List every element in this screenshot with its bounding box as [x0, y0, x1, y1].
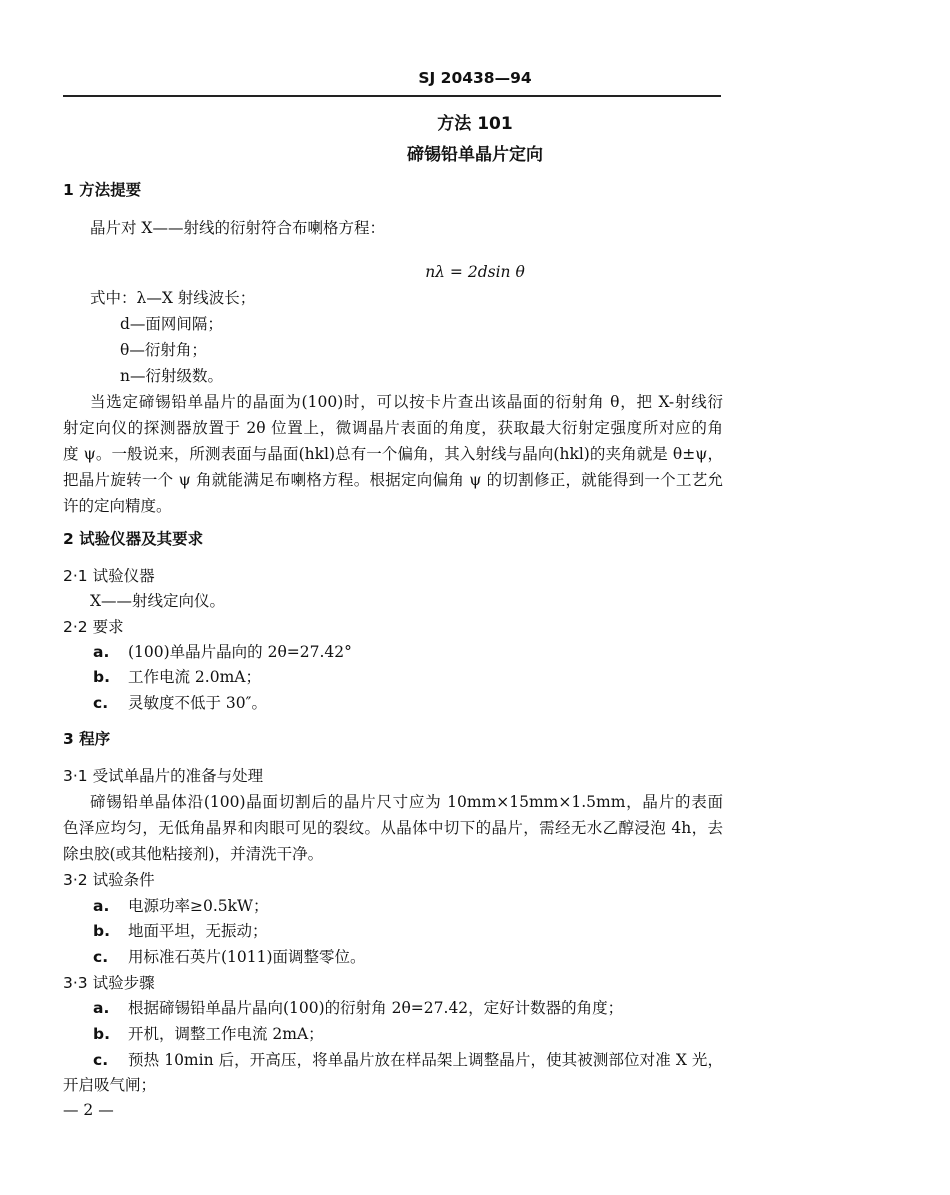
item-marker: b.: [93, 668, 110, 686]
s33-heading: 3·3 试验步骤: [63, 974, 155, 992]
item-marker: b.: [93, 922, 110, 940]
s1-def-d: d—面网间隔；: [120, 315, 223, 333]
section-2-heading: 2 试验仪器及其要求: [63, 530, 204, 548]
s1-para-line: 许的定向精度。: [63, 497, 172, 515]
item-text: 根据碲锡铅单晶片晶向(100)的衍射角 2θ=27.42，定好计数器的角度；: [128, 999, 624, 1017]
s31-heading: 3·1 受试单晶片的准备与处理: [63, 767, 264, 785]
section-3-heading: 3 程序: [63, 730, 111, 748]
s1-para-line: 把晶片旋转一个 ψ 角就能满足布喇格方程。根据定向偏角 ψ 的切割修正，就能得到一个工艺允: [63, 471, 723, 489]
s1-intro: 晶片对 X——射线的衍射符合布喇格方程：: [90, 219, 385, 237]
s21-text: X——射线定向仪。: [90, 592, 226, 610]
item-marker: a.: [93, 643, 110, 661]
item-text: 预热 10min 后，开高压，将单晶片放在样品架上调整晶片，使其被测部位对准 X 光，: [128, 1051, 723, 1069]
item-text: 灵敏度不低于 30″。: [128, 694, 267, 712]
method-number: 方法 101: [437, 114, 513, 134]
header-rule: [63, 95, 721, 97]
item-text: 开机，调整工作电流 2mA；: [128, 1025, 324, 1043]
item-text: 电源功率≥0.5kW；: [128, 897, 269, 915]
item-marker: a.: [93, 897, 110, 915]
item-continuation: 开启吸气闸；: [63, 1076, 157, 1094]
s1-def-theta: θ—衍射角；: [120, 341, 207, 359]
s1-def-n: n—衍射级数。: [120, 367, 223, 385]
s31-para-line: 色泽应均匀，无低角晶界和肉眼可见的裂纹。从晶体中切下的晶片，需经无水乙醇浸泡 4h，去: [63, 819, 723, 837]
item-marker: c.: [93, 1051, 109, 1069]
s1-where: 式中：λ—X 射线波长；: [90, 289, 256, 307]
document-title: 碲锡铅单晶片定向: [407, 145, 543, 165]
item-marker: c.: [93, 948, 109, 966]
page-number: — 2 —: [63, 1101, 114, 1119]
s31-para-line: 除虫胶(或其他粘接剂)，并清洗干净。: [63, 845, 324, 863]
s31-para-line: 碲锡铅单晶体沿(100)晶面切割后的晶片尺寸应为 10mm×15mm×1.5mm，晶片的表面: [90, 793, 723, 811]
s1-para-line: 当选定碲锡铅单晶片的晶面为(100)时，可以按卡片查出该晶面的衍射角 θ，把 X-射线衍: [90, 393, 723, 411]
item-marker: b.: [93, 1025, 110, 1043]
s1-para-line: 度 ψ。一般说来，所测表面与晶面(hkl)总有一个偏角，其入射线与晶向(hkl)的夹角就是 θ±ψ，: [63, 445, 723, 463]
s22-heading: 2·2 要求: [63, 618, 124, 636]
s32-heading: 3·2 试验条件: [63, 871, 155, 889]
item-text: 工作电流 2.0mA；: [128, 668, 261, 686]
header-code: SJ 20438—94: [418, 69, 532, 87]
bragg-formula: nλ = 2dsin θ: [425, 263, 525, 281]
item-text: (100)单晶片晶向的 2θ=27.42°: [128, 643, 352, 661]
item-text: 地面平坦，无振动；: [128, 922, 268, 940]
s21-heading: 2·1 试验仪器: [63, 567, 155, 585]
item-text: 用标准石英片(1011)面调整零位。: [128, 948, 366, 966]
s1-para-line: 射定向仪的探测器放置于 2θ 位置上，微调晶片表面的角度，获取最大衍射定强度所对应的角: [63, 419, 723, 437]
item-marker: a.: [93, 999, 110, 1017]
section-1-heading: 1 方法提要: [63, 181, 142, 199]
item-marker: c.: [93, 694, 109, 712]
